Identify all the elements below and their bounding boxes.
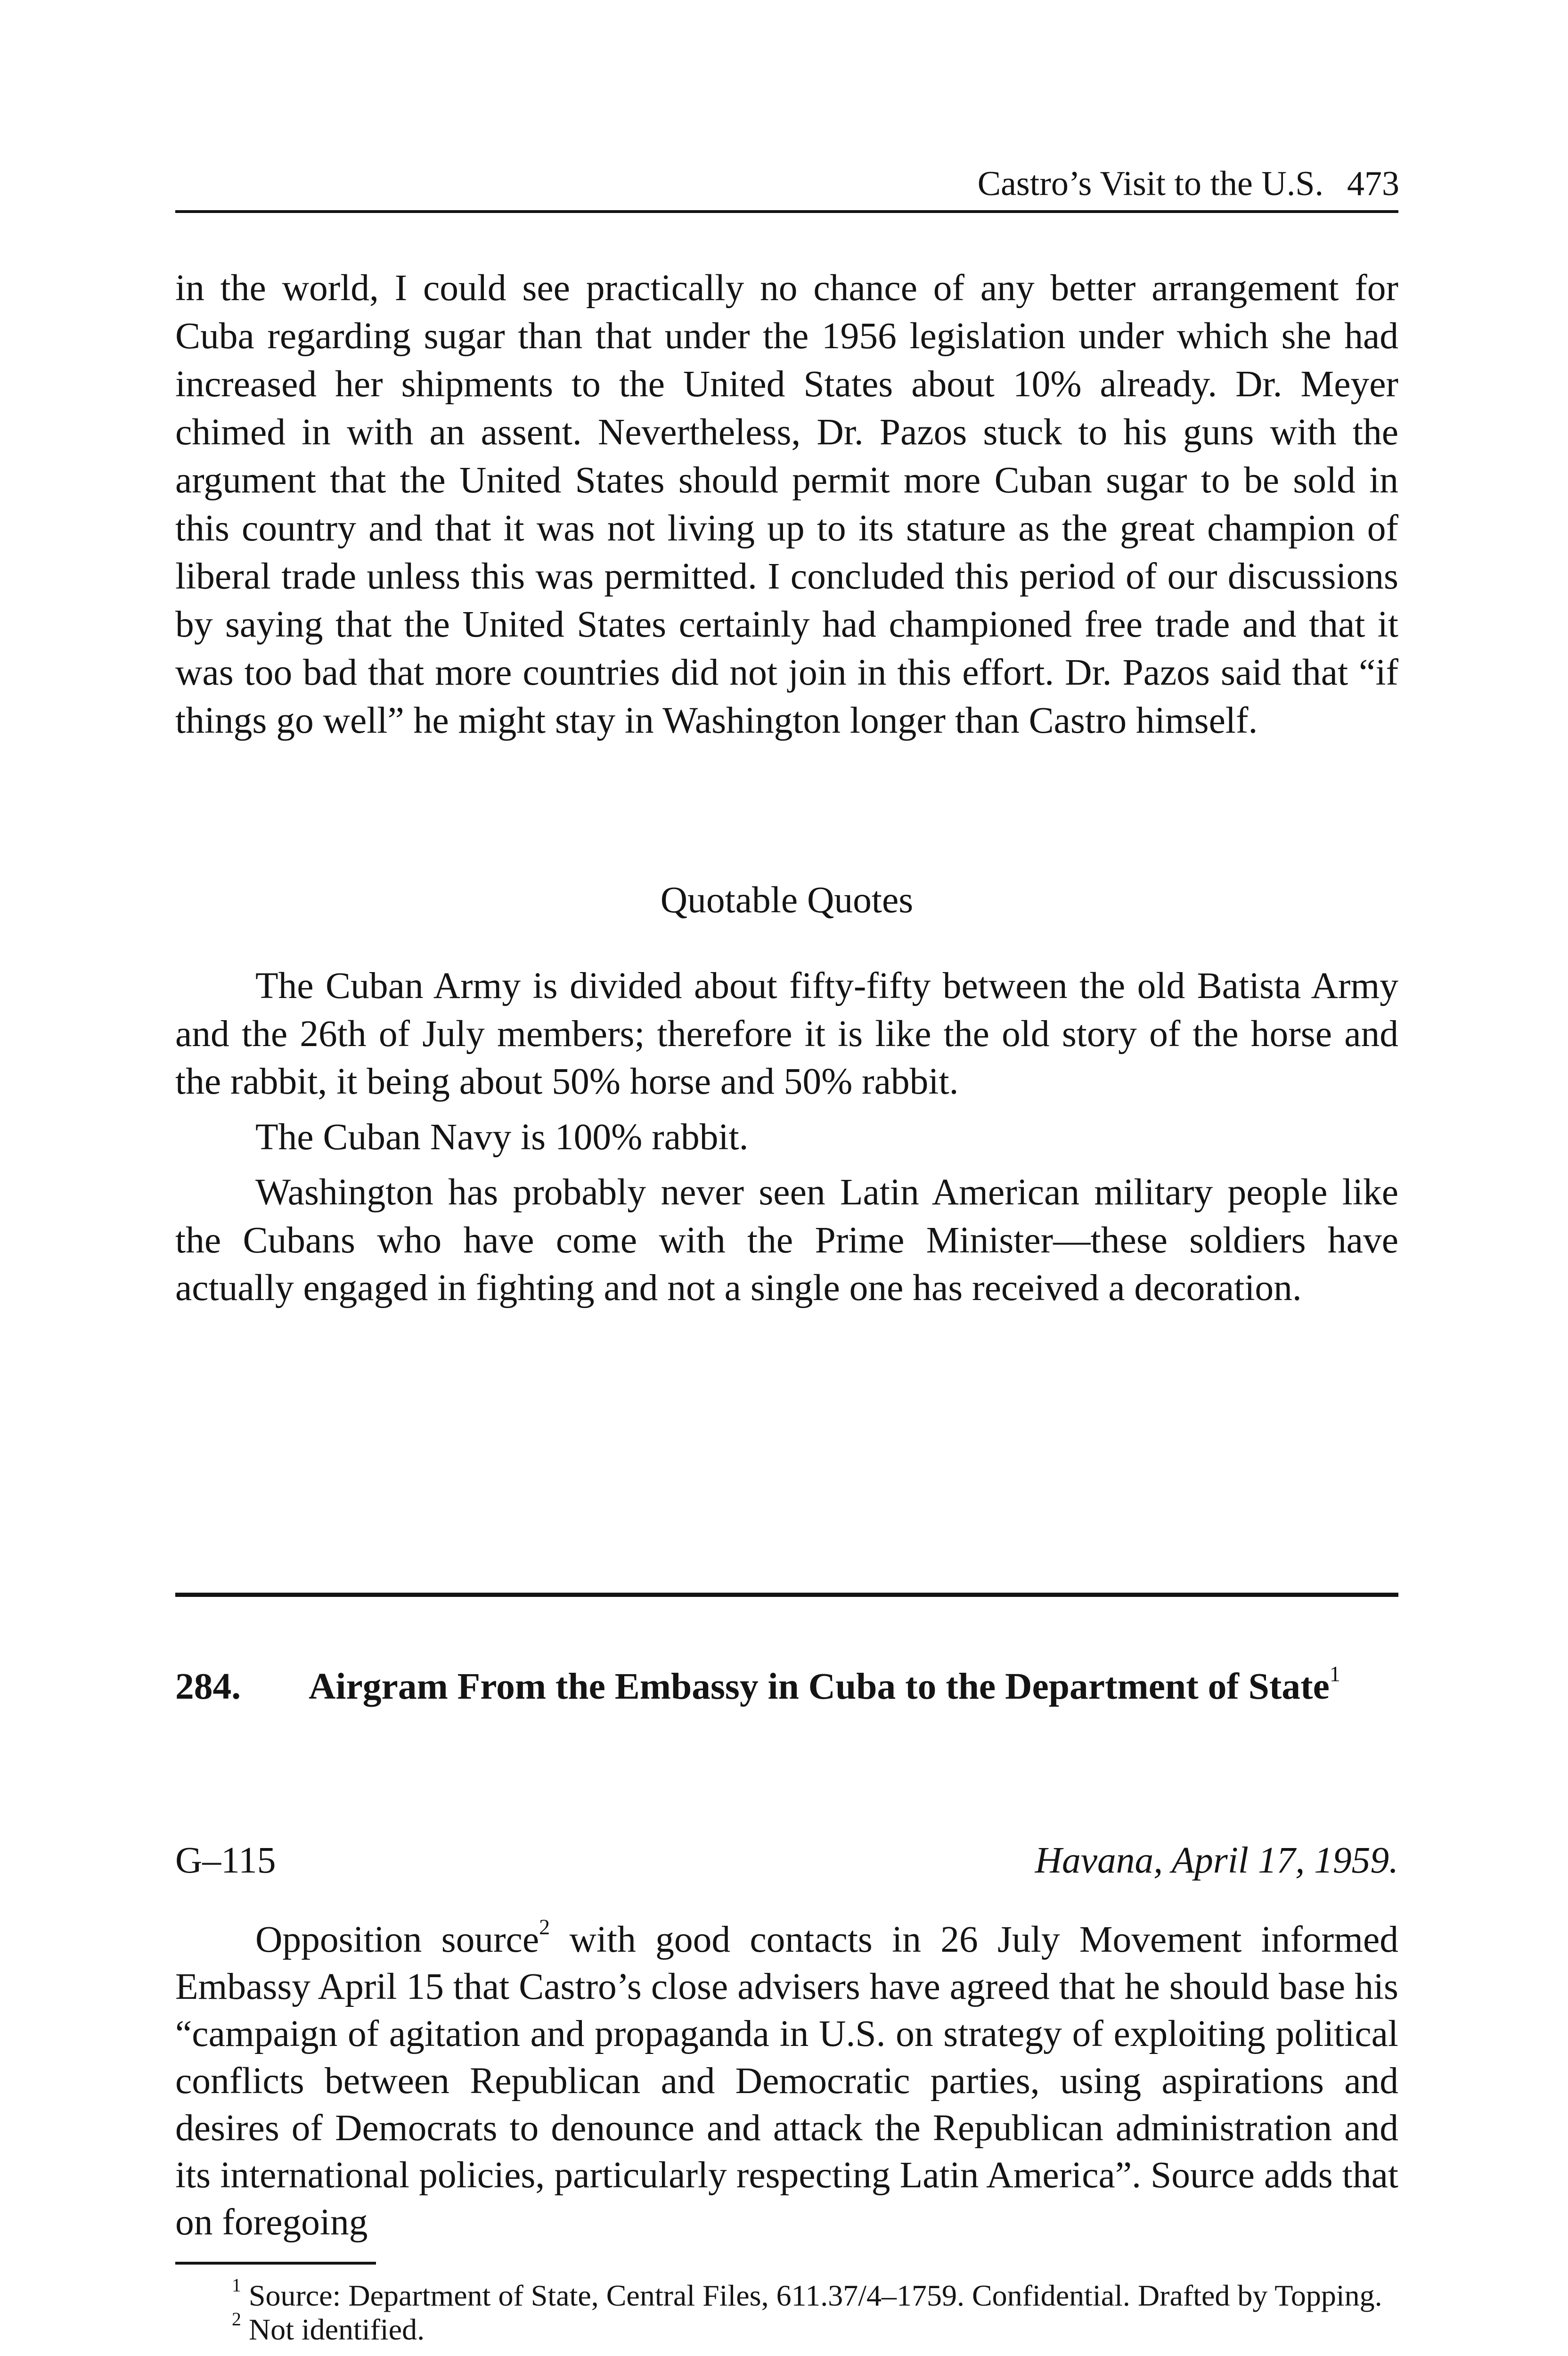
quote-paragraph: The Cuban Army is divided about fifty-fifty between the old Batista Army and the 26th of July members; therefore it is like the old story of the horse and the rabbit, it being about 50% horse and 50% rabbit.: [175, 965, 1398, 1102]
document-number: 284.: [175, 1666, 241, 1707]
header-rule: [175, 210, 1398, 213]
footnotes: [175, 2275, 1398, 2347]
document-body-paragraph: [175, 1916, 1398, 2246]
footnote-rule: [175, 2262, 376, 2265]
footnote-1: [175, 2275, 1398, 2313]
quote-paragraph: Washington has probably never seen Latin American military people like the Cubans who have come with the Prime Minister—these soldiers have actually engaged in fighting and not a single one has received a decoration.: [175, 1171, 1398, 1309]
document-separator-rule: [175, 1593, 1398, 1597]
footnote-2-mark: 2: [232, 2309, 241, 2330]
place-date: Havana, April 17, 1959.: [1035, 1840, 1398, 1881]
running-head: [174, 163, 1399, 205]
document-body-block: [175, 1916, 1398, 2246]
footnote-1-mark: 1: [232, 2275, 241, 2296]
document-id: G–115: [175, 1840, 276, 1881]
continued-paragraph-block: [175, 264, 1398, 744]
quotable-quotes-heading: Quotable Quotes: [660, 879, 914, 921]
document-body-rest: with good contacts in 26 July Movement informed Embassy April 15 that Castro’s close advisers have agreed that he should base his “campaign of agitation and propaganda in U.S. on strategy of exploiting political conflicts between Republican and Democratic parties, using aspirations and desires of Democrats to denounce and attack the Republican administration and its international policies, particularly respecting Latin America”. Source adds that on foregoing: [175, 1919, 1398, 2243]
quote-paragraph: The Cuban Navy is 100% rabbit.: [255, 1116, 749, 1158]
footnote-2: [175, 2309, 1398, 2347]
footnote-ref-1: 1: [1329, 1662, 1340, 1686]
footnote-ref-2: 2: [539, 1915, 550, 1939]
document-title: Airgram From the Embassy in Cuba to the Department of State: [309, 1666, 1330, 1707]
footnote-1-text: Source: Department of State, Central Files, 611.37/4–1759. Confidential. Drafted by Topping.: [241, 2279, 1382, 2312]
page-number: 473: [1347, 164, 1399, 203]
running-head-title: Castro’s Visit to the U.S.: [977, 164, 1323, 203]
document-title-wrap: [309, 1662, 1398, 1710]
continued-paragraph: in the world, I could see practically no chance of any better arrangement for Cuba regarding sugar than that under the 1956 legislation under which she had increased her shipments to the United States about 10% already. Dr. Meyer chimed in with an assent. Nevertheless, Dr. Pazos stuck to his guns with the argument that the United States should permit more Cuban sugar to be sold in this country and that it was not living up to its stature as the great champion of liberal trade unless this was permitted. I concluded this period of our discussions by saying that the United States certainly had championed free trade and that it was too bad that more countries did not join in this effort. Dr. Pazos said that “if things go well” he might stay in Washington longer than Castro himself.: [175, 267, 1398, 741]
footnote-2-text: Not identified.: [241, 2313, 425, 2346]
document-body-start: Opposition source: [255, 1919, 539, 1960]
quotable-quotes-block: [175, 962, 1398, 1312]
